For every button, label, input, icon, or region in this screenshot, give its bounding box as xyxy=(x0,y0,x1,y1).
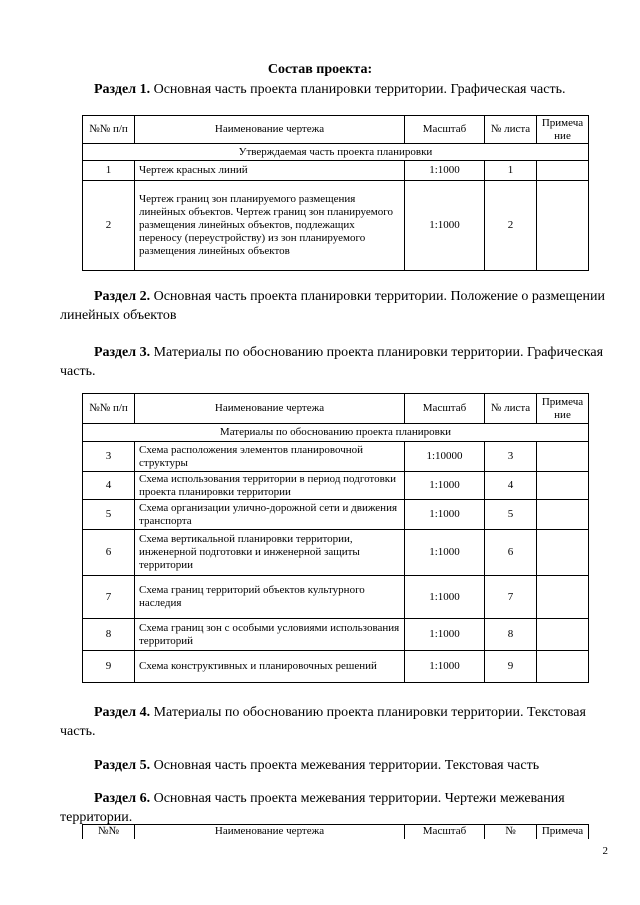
section-3-text: Материалы по обоснованию проекта планировки территории. Графическая часть. xyxy=(60,345,604,379)
cell-name: Схема границ зон с особыми условиями использования территорий xyxy=(135,619,405,651)
cell-note xyxy=(537,576,589,619)
col-header-num: №№ п/п xyxy=(83,116,135,144)
col-header-num: №№ п/п xyxy=(83,394,135,424)
cell-name: Схема расположения элементов планировочной структуры xyxy=(135,442,405,472)
cell-scale: 1:1000 xyxy=(405,161,485,181)
cell-scale: 1:1000 xyxy=(405,651,485,683)
section-4-label: Раздел 4. xyxy=(94,705,151,720)
table-row xyxy=(83,530,589,576)
cell-num: 7 xyxy=(83,576,135,619)
cell-note xyxy=(537,442,589,472)
table-group-label: Материалы по обоснованию проекта планировки xyxy=(83,424,589,442)
cell-note xyxy=(537,530,589,576)
table-2 xyxy=(82,393,589,683)
table-3-header xyxy=(82,824,589,839)
cell-note xyxy=(537,181,589,271)
cell-scale: 1:1000 xyxy=(405,530,485,576)
cell-num: 5 xyxy=(83,500,135,530)
section-5-label: Раздел 5. xyxy=(94,758,151,773)
section-6-text: Основная часть проекта межевания территории. Чертежи межевания территории. xyxy=(60,791,565,825)
cell-name: Схема организации улично-дорожной сети и движения транспорта xyxy=(135,500,405,530)
table-group-label: Утверждаемая часть проекта планировки xyxy=(83,144,589,161)
section-4-heading xyxy=(60,703,605,741)
section-2-text: Основная часть проекта планировки территории. Положение о размещении линейных объектов xyxy=(60,289,605,323)
table-row xyxy=(83,500,589,530)
page-title: Состав проекта: xyxy=(267,62,373,77)
section-3-label: Раздел 3. xyxy=(94,345,151,360)
col-header-note: Примеча xyxy=(537,825,589,839)
cell-name: Схема вертикальной планировки территории, инженерной подготовки и инженерной защиты территории xyxy=(135,530,405,576)
cell-num: 1 xyxy=(83,161,135,181)
section-2-heading xyxy=(60,287,605,325)
col-header-scale: Масштаб xyxy=(405,825,485,839)
table-row xyxy=(83,181,589,271)
section-6-label: Раздел 6. xyxy=(94,791,151,806)
cell-num: 9 xyxy=(83,651,135,683)
cell-scale: 1:1000 xyxy=(405,500,485,530)
cell-scale: 1:1000 xyxy=(405,576,485,619)
cell-num: 8 xyxy=(83,619,135,651)
page-number: 2 xyxy=(602,845,608,857)
col-header-note: Примеча ние xyxy=(537,394,589,424)
cell-note xyxy=(537,619,589,651)
table-header-row xyxy=(83,825,589,839)
table-header-row xyxy=(83,394,589,424)
table-group-row xyxy=(83,144,589,161)
col-header-name: Наименование чертежа xyxy=(135,825,405,839)
section-3-heading xyxy=(60,343,605,381)
cell-sheet: 6 xyxy=(485,530,537,576)
cell-scale: 1:1000 xyxy=(405,472,485,500)
col-header-sheet: № листа xyxy=(485,394,537,424)
cell-scale: 1:10000 xyxy=(405,442,485,472)
cell-name: Схема границ территорий объектов культурного наследия xyxy=(135,576,405,619)
table-row xyxy=(83,161,589,181)
section-4-text: Материалы по обоснованию проекта планировки территории. Текстовая часть. xyxy=(60,705,586,739)
cell-scale: 1:1000 xyxy=(405,181,485,271)
col-header-note: Примеча ние xyxy=(537,116,589,144)
section-1-label: Раздел 1. xyxy=(94,82,151,97)
table-row xyxy=(83,619,589,651)
cell-scale: 1:1000 xyxy=(405,619,485,651)
cell-sheet: 1 xyxy=(485,161,537,181)
cell-sheet: 8 xyxy=(485,619,537,651)
cell-num: 4 xyxy=(83,472,135,500)
cell-name: Схема конструктивных и планировочных решений xyxy=(135,651,405,683)
cell-name: Схема использования территории в период подготовки проекта планировки территории xyxy=(135,472,405,500)
section-6-heading xyxy=(60,789,605,827)
cell-name: Чертеж красных линий xyxy=(135,161,405,181)
col-header-scale: Масштаб xyxy=(405,394,485,424)
cell-sheet: 2 xyxy=(485,181,537,271)
table-group-row xyxy=(83,424,589,442)
cell-sheet: 7 xyxy=(485,576,537,619)
cell-sheet: 5 xyxy=(485,500,537,530)
section-2-label: Раздел 2. xyxy=(94,289,151,304)
col-header-name: Наименование чертежа xyxy=(135,116,405,144)
table-1 xyxy=(82,115,589,271)
table-row xyxy=(83,651,589,683)
cell-num: 6 xyxy=(83,530,135,576)
table-header-row xyxy=(83,116,589,144)
cell-sheet: 4 xyxy=(485,472,537,500)
table-row xyxy=(83,576,589,619)
cell-sheet: 3 xyxy=(485,442,537,472)
table-row xyxy=(83,472,589,500)
col-header-sheet: № листа xyxy=(485,116,537,144)
cell-name: Чертеж границ зон планируемого размещения линейных объектов. Чертеж границ зон планируемого размещения линейных объектов, подлежащих переносу (переустройству) из зон планируемого размещения линейных объектов xyxy=(135,181,405,271)
table-row xyxy=(83,442,589,472)
section-5-heading xyxy=(60,756,605,775)
col-header-sheet: № xyxy=(485,825,537,839)
cell-note xyxy=(537,651,589,683)
cell-note xyxy=(537,161,589,181)
cell-note xyxy=(537,472,589,500)
col-header-name: Наименование чертежа xyxy=(135,394,405,424)
section-1-text: Основная часть проекта планировки территории. Графическая часть. xyxy=(150,82,566,97)
cell-num: 3 xyxy=(83,442,135,472)
section-5-text: Основная часть проекта межевания территории. Текстовая часть xyxy=(150,758,540,773)
col-header-num: №№ xyxy=(83,825,135,839)
col-header-scale: Масштаб xyxy=(405,116,485,144)
cell-num: 2 xyxy=(83,181,135,271)
cell-sheet: 9 xyxy=(485,651,537,683)
cell-note xyxy=(537,500,589,530)
section-1-heading xyxy=(60,80,605,99)
